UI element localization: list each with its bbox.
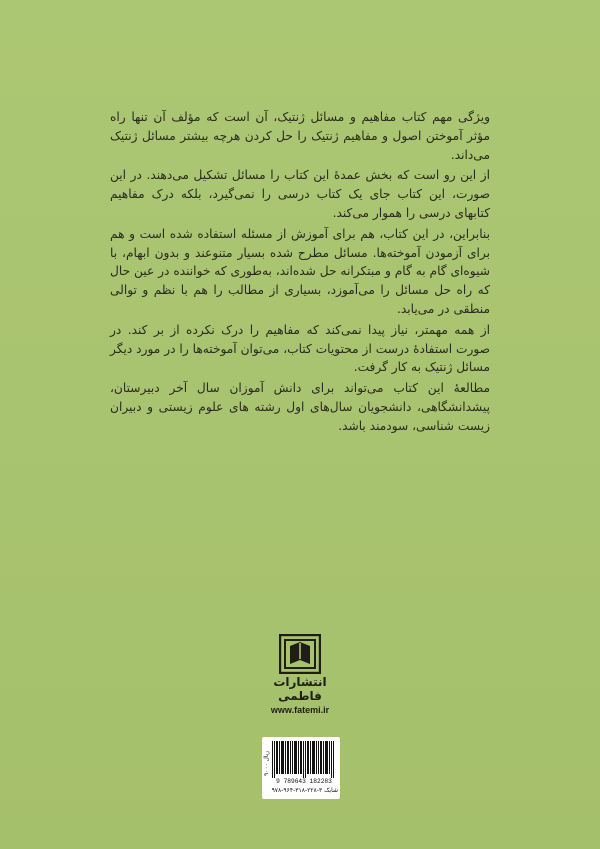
book-emblem-icon: [279, 634, 321, 674]
blurb-paragraph-5: مطالعهٔ این کتاب می‌تواند برای دانش آموزان سال آخر دبیرستان، پیشدانشگاهی، دانشجویان سال‌های اول رشته های علوم زیستی و دبیران زیست شناسی، سودمند باشد.: [110, 381, 490, 433]
blurb-text: [110, 108, 490, 438]
barcode-icon: [272, 741, 336, 778]
blurb-paragraph-3: بنابراین، در این کتاب، هم برای آموزش از مسئله استفاده شده است و هم برای آزمودن آموخته‌ها. مسائل مطرح شده بسیار متنوعند و بدون ابهام، با شیوه‌ای گام به گام و مبتکرانه حل شده‌اند، به‌طوری که خواننده در عین حال که راه حل مسائل را می‌آموزد، بسیاری از مطالب را هم با نظم و توالی منطقی در می‌یابد.: [110, 226, 490, 316]
blurb-paragraph-4: از همه مهمتر، نیاز پیدا نمی‌کند که مفاهیم را درک نکرده از بر کند. در صورت استفادهٔ درست از محتویات کتاب، می‌توان آموخته‌ها را در مورد دیگر مسائل ژنتیک به کار گرفت.: [110, 322, 490, 375]
publisher-name: انتشارات فاطمی: [273, 675, 327, 703]
isbn-barcode: [262, 737, 340, 799]
barcode-digits: 9 789643 182283: [276, 778, 332, 785]
publisher-logo: [262, 634, 338, 715]
publisher-url: www.fatemi.ir: [270, 705, 330, 715]
isbn-number: شابک ۳-۲۲۸-۳۱۸-۹۶۴-۹۷۸: [271, 787, 338, 794]
price-label: ۹۰۰۰ ریال: [264, 750, 270, 776]
blurb-paragraph-1: ویژگی مهم کتاب مفاهیم و مسائل ژنتیک، آن است که مؤلف آن تنها راه مؤثر آموختن اصول و مفاهیم ژنتیک را حل کردن هرچه بیشتر مسائل ژنتیک می‌داند.: [110, 110, 490, 162]
blurb-paragraph-2: از این رو است که بخش عمدهٔ این کتاب را مسائل تشکیل می‌دهند. در این صورت، این کتاب جای یک کتاب درسی را نمی‌گیرد، بلکه درک مفاهیم کتابهای درسی را هموار می‌کند.: [110, 168, 490, 220]
